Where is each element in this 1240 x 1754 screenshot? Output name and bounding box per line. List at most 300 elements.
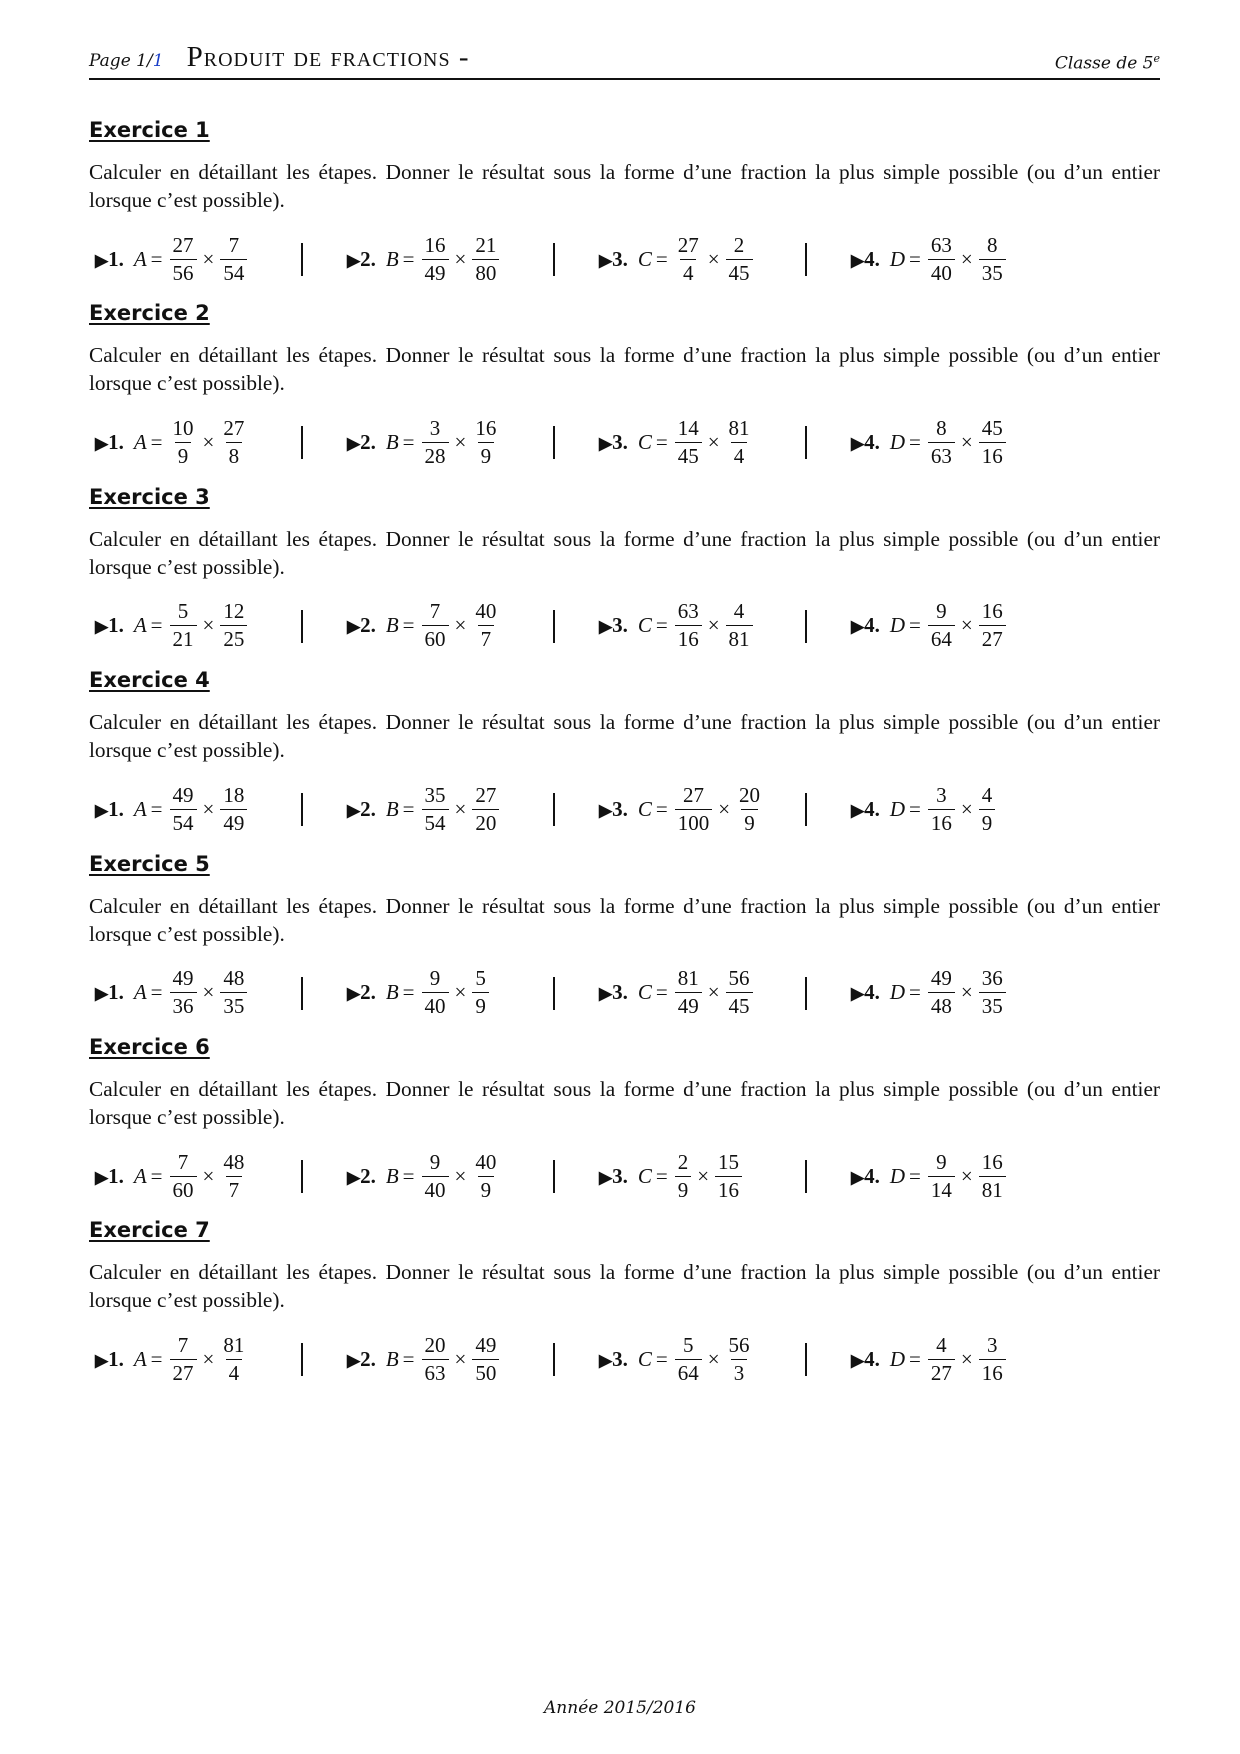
fraction [979,966,1006,1019]
item-number: 2. [360,1346,376,1371]
column-separator [553,977,555,1010]
fraction-numerator: 5 [682,1332,694,1357]
fraction-denominator: 16 [979,442,1006,469]
fraction-denominator: 81 [979,1176,1006,1203]
bullet-triangle-icon: ▶ [95,433,109,453]
exercise-item [851,963,1006,1023]
column-separator [301,243,303,276]
item-label [851,430,880,455]
exercise-instruction: Calculer en détaillant les étapes. Donner le résultat sous la forme d’une fraction la plus simple possible (ou d’un entier lorsque c’est possible). [89,526,1160,579]
fraction-numerator: 40 [475,1149,497,1174]
item-number: 2. [360,796,376,821]
fraction-denominator: 28 [422,442,449,469]
exercise-item [95,779,247,839]
fraction-numerator: 14 [677,415,699,440]
fraction [928,966,955,1019]
bullet-triangle-icon: ▶ [599,800,613,820]
bullet-triangle-icon: ▶ [851,250,865,270]
exercise-instruction: Calculer en détaillant les étapes. Donner le résultat sous la forme d’une fraction la plus simple possible (ou d’un entier lorsque c’est possible). [89,160,1160,212]
exercise-2 [89,301,1160,501]
multiply-sign: × [202,980,215,1005]
bullet-triangle-icon: ▶ [347,1350,361,1370]
column-separator [301,426,303,459]
exercise-item [347,779,499,839]
fraction [170,599,197,652]
item-variable: A [133,980,147,1005]
fraction-numerator: 15 [718,1149,740,1174]
equals-sign: = [655,246,668,271]
fraction-numerator: 21 [475,232,497,257]
bullet-triangle-icon: ▶ [599,617,613,637]
item-number: 1. [108,1346,124,1371]
item-label [851,797,880,822]
exercise-item [347,1146,499,1206]
fraction-denominator: 27 [979,625,1006,652]
exercise-5 [89,852,1160,1052]
fraction [979,599,1006,652]
bullet-triangle-icon: ▶ [95,1350,109,1370]
equals-sign: = [402,246,415,271]
exercise-item [851,596,1006,656]
item-label [95,247,124,272]
fraction-denominator: 80 [472,259,499,286]
fraction-denominator: 40 [422,1176,449,1203]
column-separator [301,1160,303,1193]
bullet-triangle-icon: ▶ [95,250,109,270]
bullet-triangle-icon: ▶ [347,250,361,270]
fraction-numerator: 49 [172,782,194,807]
fraction-numerator: 3 [936,782,947,807]
fraction [422,1150,449,1203]
fraction-denominator: 7 [478,625,495,652]
fraction-numerator: 27 [172,232,194,257]
exercise-item [95,596,247,656]
item-variable: B [385,613,399,638]
fraction [220,1333,247,1386]
equals-sign: = [150,1163,163,1188]
item-number: 4. [864,980,880,1005]
fraction [675,1150,692,1203]
class-label-superscript: e [1153,52,1160,66]
item-variable: A [133,429,147,454]
fraction-numerator: 2 [677,1149,689,1174]
item-variable: C [637,980,652,1005]
item-number: 1. [108,980,124,1005]
fraction-denominator: 81 [726,625,753,652]
item-number: 4. [864,429,880,454]
column-separator [301,793,303,826]
multiply-sign: × [707,246,720,271]
fraction-denominator: 48 [928,992,955,1019]
fraction [170,416,197,469]
fraction [979,1333,1006,1386]
exercise-1 [89,118,1160,318]
column-separator [553,793,555,826]
multiply-sign: × [454,1346,467,1371]
fraction [472,599,499,652]
fraction-denominator: 56 [170,259,197,286]
fraction [220,599,247,652]
equals-sign: = [402,429,415,454]
multiply-sign: × [960,980,973,1005]
fraction-denominator: 25 [220,625,247,652]
fraction [220,416,247,469]
fraction-numerator: 16 [981,1149,1003,1174]
bullet-triangle-icon: ▶ [599,1350,613,1370]
exercise-7 [89,1218,1160,1418]
fraction-denominator: 36 [170,992,197,1019]
bullet-triangle-icon: ▶ [851,800,865,820]
fraction-denominator: 100 [675,809,713,836]
item-number: 2. [360,980,376,1005]
bullet-triangle-icon: ▶ [347,617,361,637]
exercise-items [89,229,1160,289]
fraction-numerator: 48 [223,1149,245,1174]
equals-sign: = [909,246,921,271]
multiply-sign: × [202,1346,215,1371]
item-number: 1. [108,796,124,821]
bullet-triangle-icon: ▶ [95,617,109,637]
bullet-triangle-icon: ▶ [851,984,865,1004]
fraction-numerator: 27 [682,782,704,807]
fraction [170,1333,197,1386]
fraction-numerator: 10 [172,415,194,440]
item-label [851,1164,880,1189]
fraction-numerator: 4 [981,782,993,807]
exercise-item [851,1146,1006,1206]
multiply-sign: × [202,1163,215,1188]
fraction [675,966,702,1019]
item-variable: A [133,1163,147,1188]
exercise-items [89,596,1160,656]
fraction-denominator: 60 [422,625,449,652]
fraction [675,416,702,469]
fraction-numerator: 63 [930,232,952,257]
item-label [95,980,124,1005]
bullet-triangle-icon: ▶ [599,433,613,453]
item-variable: D [889,1346,905,1371]
equals-sign: = [655,980,668,1005]
fraction-denominator: 35 [979,259,1006,286]
fraction-denominator: 3 [731,1359,748,1386]
bullet-triangle-icon: ▶ [95,984,109,1004]
exercise-title: Exercice 7 [89,1218,210,1243]
bullet-triangle-icon: ▶ [95,800,109,820]
document-title: Produit de fractions - [186,41,470,73]
item-number: 1. [108,1163,124,1188]
fraction [472,783,499,836]
fraction-numerator: 81 [728,415,750,440]
item-label [599,980,628,1005]
fraction [472,1333,499,1386]
exercise-title: Exercice 4 [89,668,210,693]
equals-sign: = [402,1163,415,1188]
fraction-denominator: 45 [726,992,753,1019]
exercise-item [95,1329,247,1389]
multiply-sign: × [202,429,215,454]
item-variable: D [889,980,905,1005]
fraction-denominator: 9 [175,442,192,469]
exercise-item [347,412,499,472]
fraction-denominator: 64 [675,1359,702,1386]
fraction-denominator: 54 [170,809,197,836]
exercise-items [89,963,1160,1023]
item-label [851,613,880,638]
fraction-denominator: 20 [472,809,499,836]
bullet-triangle-icon: ▶ [347,1167,361,1187]
exercise-6 [89,1035,1160,1235]
multiply-sign: × [960,429,973,454]
exercise-item [347,1329,499,1389]
fraction [979,1150,1006,1203]
header-left [89,41,470,74]
item-number: 2. [360,1163,376,1188]
item-variable: C [637,246,652,271]
item-number: 2. [360,246,376,271]
item-label [347,613,376,638]
equals-sign: = [655,613,668,638]
fraction-denominator: 54 [220,259,247,286]
column-separator [301,1343,303,1376]
fraction-denominator: 49 [422,259,449,286]
page-header [89,40,1160,80]
item-variable: C [637,1346,652,1371]
fraction-denominator: 45 [675,442,702,469]
exercise-items [89,1146,1160,1206]
fraction [928,783,955,836]
item-label [347,980,376,1005]
item-number: 2. [360,429,376,454]
multiply-sign: × [960,796,973,821]
exercise-item [851,412,1006,472]
fraction [726,599,753,652]
column-separator [553,243,555,276]
fraction [472,1150,499,1203]
equals-sign: = [909,1346,921,1371]
exercise-title: Exercice 3 [89,484,210,509]
equals-sign: = [909,980,921,1005]
equals-sign: = [655,796,668,821]
item-number: 3. [612,246,628,271]
fraction-numerator: 4 [733,599,745,624]
exercise-item [599,596,753,656]
fraction [170,233,197,286]
item-number: 4. [864,613,880,638]
equals-sign: = [402,796,415,821]
fraction-denominator: 40 [422,992,449,1019]
fraction-denominator: 64 [928,625,955,652]
multiply-sign: × [960,1163,973,1188]
equals-sign: = [402,1346,415,1371]
equals-sign: = [655,1346,668,1371]
item-label [599,1164,628,1189]
bullet-triangle-icon: ▶ [851,1167,865,1187]
equals-sign: = [655,429,668,454]
fraction-numerator: 9 [936,1149,947,1174]
fraction [928,233,955,286]
fraction [422,416,449,469]
fraction-numerator: 20 [739,782,761,807]
item-variable: B [385,1346,399,1371]
fraction-numerator: 7 [228,232,240,257]
item-variable: C [637,613,652,638]
fraction-denominator: 60 [170,1176,197,1203]
multiply-sign: × [454,796,467,821]
fraction [675,1333,702,1386]
equals-sign: = [150,1346,163,1371]
item-variable: B [385,429,399,454]
fraction-numerator: 81 [223,1332,245,1357]
equals-sign: = [909,429,921,454]
fraction-numerator: 49 [172,966,194,991]
fraction-numerator: 36 [981,966,1003,991]
item-variable: B [385,796,399,821]
exercise-item [347,229,499,289]
exercise-item [347,963,489,1023]
fraction-numerator: 9 [429,966,441,991]
item-variable: D [889,796,905,821]
exercise-item [599,779,763,839]
column-separator [553,610,555,643]
item-label [347,430,376,455]
multiply-sign: × [202,613,215,638]
fraction-numerator: 27 [223,415,245,440]
item-label [599,613,628,638]
item-variable: C [637,429,652,454]
column-separator [553,1160,555,1193]
item-number: 1. [108,246,124,271]
fraction [422,783,449,836]
fraction [979,416,1006,469]
fraction-denominator: 16 [928,809,955,836]
fraction-numerator: 7 [429,599,441,624]
fraction-numerator: 16 [424,232,446,257]
item-number: 3. [612,1163,628,1188]
item-label [95,1347,124,1372]
page-total-link[interactable]: 1 [152,51,164,71]
item-label [851,247,880,272]
fraction [675,599,702,652]
column-separator [553,426,555,459]
item-number: 4. [864,796,880,821]
item-variable: A [133,246,147,271]
item-label [599,797,628,822]
fraction [928,416,955,469]
exercise-item [599,963,753,1023]
fraction-numerator: 9 [429,1149,441,1174]
equals-sign: = [150,796,163,821]
equals-sign: = [909,613,921,638]
exercise-items [89,779,1160,839]
bullet-triangle-icon: ▶ [851,433,865,453]
exercise-item [599,1146,742,1206]
fraction [979,783,996,836]
exercise-item [95,1146,247,1206]
multiply-sign: × [202,246,215,271]
fraction-denominator: 9 [478,1176,495,1203]
fraction [220,1150,247,1203]
column-separator [805,426,807,459]
fraction-numerator: 45 [981,415,1003,440]
class-label [1055,52,1160,74]
multiply-sign: × [960,1346,973,1371]
fraction [979,233,1006,286]
fraction-numerator: 27 [677,232,699,257]
item-variable: D [889,613,905,638]
exercise-item [599,412,753,472]
bullet-triangle-icon: ▶ [347,433,361,453]
multiply-sign: × [454,246,467,271]
fraction [472,416,499,469]
fraction-denominator: 54 [422,809,449,836]
column-separator [805,610,807,643]
fraction-numerator: 2 [733,232,745,257]
item-label [599,430,628,455]
fraction-denominator: 9 [741,809,758,836]
fraction-denominator: 9 [478,442,495,469]
item-variable: B [385,980,399,1005]
fraction [928,599,955,652]
fraction-denominator: 21 [170,625,197,652]
exercise-items [89,412,1160,472]
fraction [220,966,247,1019]
fraction-denominator: 4 [226,1359,243,1386]
fraction [736,783,763,836]
exercise-items [89,1329,1160,1389]
bullet-triangle-icon: ▶ [599,1167,613,1187]
item-label [599,1347,628,1372]
fraction-numerator: 3 [429,415,441,440]
fraction-numerator: 3 [986,1332,998,1357]
fraction-numerator: 40 [475,599,497,624]
item-label [851,1347,880,1372]
fraction [170,783,197,836]
fraction [726,966,753,1019]
fraction-numerator: 35 [424,782,446,807]
item-label [347,797,376,822]
fraction-numerator: 56 [728,1332,750,1357]
fraction-denominator: 9 [472,992,489,1019]
exercise-item [95,412,247,472]
item-variable: C [637,1163,652,1188]
exercise-instruction: Calculer en détaillant les étapes. Donner le résultat sous la forme d’une fraction la plus simple possible (ou d’un entier lorsque c’est possible). [89,343,1160,396]
column-separator [805,977,807,1010]
column-separator [301,610,303,643]
item-variable: C [637,796,652,821]
fraction-denominator: 16 [675,625,702,652]
fraction-denominator: 35 [220,992,247,1019]
fraction-numerator: 4 [936,1332,947,1357]
fraction-denominator: 27 [170,1359,197,1386]
exercise-4 [89,668,1160,868]
fraction-numerator: 18 [223,782,245,807]
bullet-triangle-icon: ▶ [599,984,613,1004]
item-label [347,1347,376,1372]
item-variable: D [889,1163,905,1188]
multiply-sign: × [707,613,720,638]
equals-sign: = [150,429,163,454]
fraction-numerator: 8 [936,415,947,440]
multiply-sign: × [454,429,467,454]
fraction-denominator: 49 [675,992,702,1019]
fraction-numerator: 56 [728,966,750,991]
item-number: 3. [612,796,628,821]
item-label [95,430,124,455]
fraction-denominator: 49 [220,809,247,836]
fraction [422,599,449,652]
fraction-numerator: 5 [177,599,189,624]
exercise-title: Exercice 6 [89,1035,210,1059]
